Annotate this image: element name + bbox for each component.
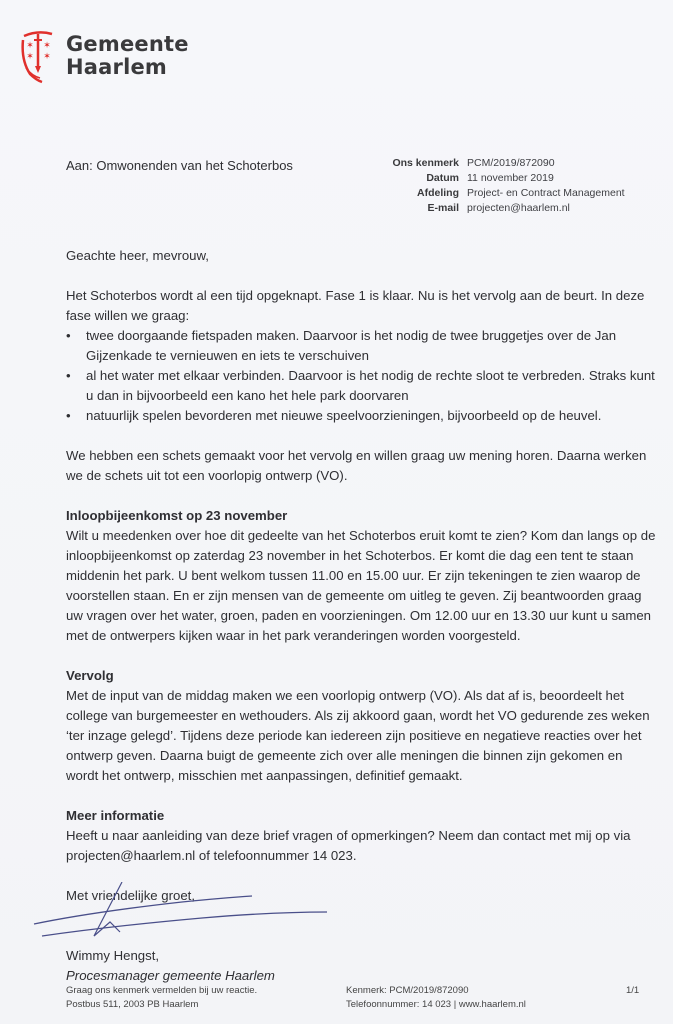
section-heading-inloopbijeenkomst: Inloopbijeenkomst op 23 november <box>66 508 288 523</box>
list-item: • natuurlijk spelen bevorderen met nieuwe speelvoorzieningen, bijvoorbeeld op de heuvel. <box>66 406 656 426</box>
signer-title: Procesmanager gemeente Haarlem <box>66 968 275 983</box>
signer-name: Wimmy Hengst, <box>66 948 160 963</box>
meta-value: PCM/2019/872090 <box>467 157 555 169</box>
meta-label: Ons kenmerk <box>392 157 459 169</box>
logo-line-1: Gemeente <box>66 32 189 56</box>
footer-left <box>66 984 257 1012</box>
haarlem-coat-of-arms-icon <box>20 28 56 84</box>
meta-value: projecten@haarlem.nl <box>467 202 570 214</box>
footer-middle <box>346 984 526 1012</box>
meta-label: E-mail <box>427 202 459 214</box>
section-text-inloopbijeenkomst: Wilt u meedenken over hoe dit gedeelte van het Schoterbos eruit komt te zien? Kom dan langs op de inloopbijeenkomst op zaterdag 23 november in het Schoterbos. Er komt die dag een tent te staan middenin het park. U bent welkom tussen 11.00 en 15.00 uur. Er zijn tekeningen te zien waarop de voorstellen staan. En er zijn mensen van de gemeente om uitleg te geven. Zij beantwoorden graag uw vragen over het water, groen, paden en voorzieningen. Om 12.00 uur en 13.30 uur kunt u samen met de ontwerpers kijken waar in het park veranderingen worden voorgesteld. <box>66 528 656 643</box>
svg-text:✶: ✶ <box>43 51 51 61</box>
salutation: Geachte heer, mevrouw, <box>66 248 209 263</box>
footer-contact: Telefoonnummer: 14 023 | www.haarlem.nl <box>346 999 526 1010</box>
section-heading-meer-informatie: Meer informatie <box>66 808 165 823</box>
logo-wordmark <box>66 33 189 79</box>
addressee: Aan: Omwonenden van het Schoterbos <box>66 158 293 173</box>
section-text-meer-informatie: Heeft u naar aanleiding van deze brief vragen of opmerkingen? Neem dan contact met mij op via projecten@haarlem.nl of telefoonnummer 14 023. <box>66 828 631 863</box>
meta-row-email <box>384 201 625 216</box>
meta-row-reference <box>384 156 625 171</box>
svg-text:✶: ✶ <box>26 51 34 61</box>
meta-value: Project- en Contract Management <box>467 187 625 199</box>
logo-line-2: Haarlem <box>66 55 167 79</box>
letter-body <box>66 246 656 986</box>
letter-meta <box>384 156 625 216</box>
meta-label: Afdeling <box>417 187 459 199</box>
intro-paragraph: Het Schoterbos wordt al een tijd opgeknapt. Fase 1 is klaar. Nu is het vervolg aan de beurt. In deze fase willen we graag: <box>66 288 645 323</box>
section-text-vervolg: Met de input van de middag maken we een voorlopig ontwerp (VO). Als dat af is, beoordeelt het college van burgemeester en wethouders. Als zij akkoord gaan, wordt het VO gedurende zes weken ‘ter inzage gelegd’. Tijdens deze periode kan iedereen zijn positieve en negatieve reacties over het ontwerp geven. Daarna buigt de gemeente zich over alle meningen die binnen zijn gekomen en wordt het ontwerp, misschien met aanpassingen, definitief gemaakt. <box>66 688 650 783</box>
plans-list <box>66 326 656 426</box>
schets-paragraph: We hebben een schets gemaakt voor het vervolg en willen graag uw mening horen. Daarna werken we de schets uit tot een voorlopig ontwerp (VO). <box>66 448 647 483</box>
signature-area <box>66 906 656 946</box>
meta-row-department <box>384 186 625 201</box>
list-item: • twee doorgaande fietspaden maken. Daarvoor is het nodig de twee bruggetjes over de Jan Gijzenkade te vernieuwen en iets te verschuiven <box>66 326 656 366</box>
footer-postal-address: Postbus 511, 2003 PB Haarlem <box>66 999 199 1010</box>
svg-text:✶: ✶ <box>26 40 34 50</box>
meta-row-date <box>384 171 625 186</box>
svg-text:✶: ✶ <box>43 40 51 50</box>
section-heading-vervolg: Vervolg <box>66 668 114 683</box>
handwritten-signature <box>32 882 332 942</box>
meta-label: Datum <box>426 172 459 184</box>
list-item: • al het water met elkaar verbinden. Daarvoor is het nodig de rechte sloot te verbreden. Straks kunt u dan in bijvoorbeeld een kano het hele park doorvaren <box>66 366 656 406</box>
footer-reference-note: Graag ons kenmerk vermelden bij uw reactie. <box>66 985 258 996</box>
meta-value: 11 november 2019 <box>467 172 554 184</box>
footer-reference: Kenmerk: PCM/2019/872090 <box>346 985 469 996</box>
closing: Met vriendelijke groet, <box>66 888 196 903</box>
page-number: 1/1 <box>626 985 640 996</box>
logo <box>20 28 189 84</box>
